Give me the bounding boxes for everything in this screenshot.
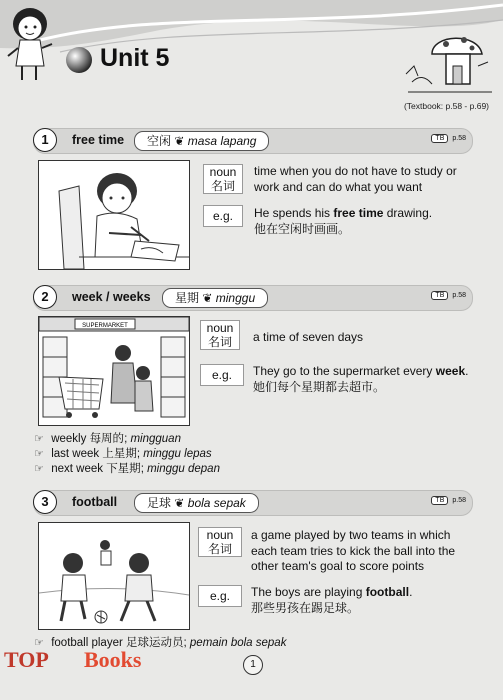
chinese-translation: 星期 [175,291,200,305]
example-2 [253,364,475,395]
tb-page: p.58 [452,497,466,504]
eg-label-3: e.g. [198,585,242,607]
entry-word: football [72,495,118,509]
boys-football-illustration [39,523,189,629]
picture-free-time [38,160,190,270]
tb-page: p.58 [452,135,466,142]
part-of-speech-3 [198,527,242,557]
example-keyword: week [435,364,466,378]
pos-chinese: 名词 [207,335,232,349]
entry-number: 2 [33,285,57,309]
flower-separator-icon: ❦ [174,134,185,148]
tb-badge: TB [431,496,448,505]
entry-translation [134,493,259,513]
example-1 [254,206,476,237]
entry-translation [134,131,269,151]
malay-translation: minggu [215,291,256,305]
pos-chinese: 名词 [207,542,232,556]
pos-english: noun [206,321,234,335]
example-3 [251,585,475,616]
pos-chinese: 名词 [210,179,235,193]
textbook-page-ref [431,496,466,505]
related-word-item: ☞ next week 下星期; minggu depan [34,463,220,475]
entry-translation [162,288,268,308]
related-words-2 [34,432,334,477]
part-of-speech-2 [200,320,240,350]
picture-football [38,522,190,630]
page-number: 1 [243,655,263,675]
example-text-end: . [465,364,469,378]
flower-separator-icon: ❦ [174,496,185,510]
entry-word: week / weeks [72,290,151,304]
malay-translation: bola sepak [187,496,246,510]
example-text-end: . [409,585,413,599]
hand-pointer-icon: ☞ [34,448,44,460]
hand-pointer-icon: ☞ [34,463,44,475]
eg-label-2: e.g. [200,364,244,386]
entry-word: free time [72,133,125,147]
boy-drawing-illustration [39,161,189,269]
hand-pointer-icon: ☞ [34,433,44,445]
hand-pointer-icon: ☞ [34,637,44,649]
definition-2: a time of seven days [253,330,364,344]
entry-header-2 [33,285,473,311]
example-keyword: football [365,585,410,599]
eg-label-1: e.g. [203,205,243,227]
pos-english: noun [206,528,234,542]
textbook-page-ref [431,291,466,300]
flower-separator-icon: ❦ [202,291,213,305]
entry-number: 1 [33,128,57,152]
chinese-translation: 足球 [147,496,172,510]
example-text: The boys are playing [251,585,366,599]
girl-mascot-icon [4,4,64,84]
globe-bullet-icon [64,45,94,75]
entry-header-3 [33,490,473,516]
example-chinese: 那些男孩在踢足球。 [251,600,360,615]
part-of-speech-1 [203,164,243,194]
example-chinese: 他在空闲时画画。 [254,221,351,236]
related-word-item: ☞ weekly 每周的; mingguan [34,433,181,445]
textbook-reference: (Textbook: p.58 - p.69) [403,101,489,111]
example-text: He spends his [254,206,334,220]
related-word-item: ☞ last week 上星期; minggu lepas [34,448,212,460]
tb-badge: TB [431,134,448,143]
chinese-translation: 空闲 [147,134,172,148]
brand-logo-books: Books [84,647,142,672]
supermarket-illustration [39,317,189,425]
example-chinese: 她们每个星期都去超市。 [253,379,386,394]
picture-week [38,316,190,426]
related-word-item: ☞ football player 足球运动员; pemain bola sepak [34,637,287,649]
textbook-page-ref [431,134,466,143]
tb-page: p.58 [452,292,466,299]
pos-english: noun [209,165,237,179]
malay-translation: masa lapang [187,134,257,148]
entry-header-1 [33,128,473,154]
brand-logo-top: TOP [4,647,49,672]
example-text: They go to the supermarket every [253,364,436,378]
definition-1: time when you do not have to study or work and can do what you want [254,164,457,194]
tb-badge: TB [431,291,448,300]
mushroom-house-icon [402,26,494,98]
definition-3: a game played by two teams in which each team tries to kick the ball into the other team's goal to score points [251,528,456,573]
entry-number: 3 [33,490,57,514]
example-keyword: free time [333,206,384,220]
example-text-end: drawing. [383,206,433,220]
unit-title: Unit 5 [100,44,170,72]
supermarket-sign: SUPERMARKET [82,323,128,329]
